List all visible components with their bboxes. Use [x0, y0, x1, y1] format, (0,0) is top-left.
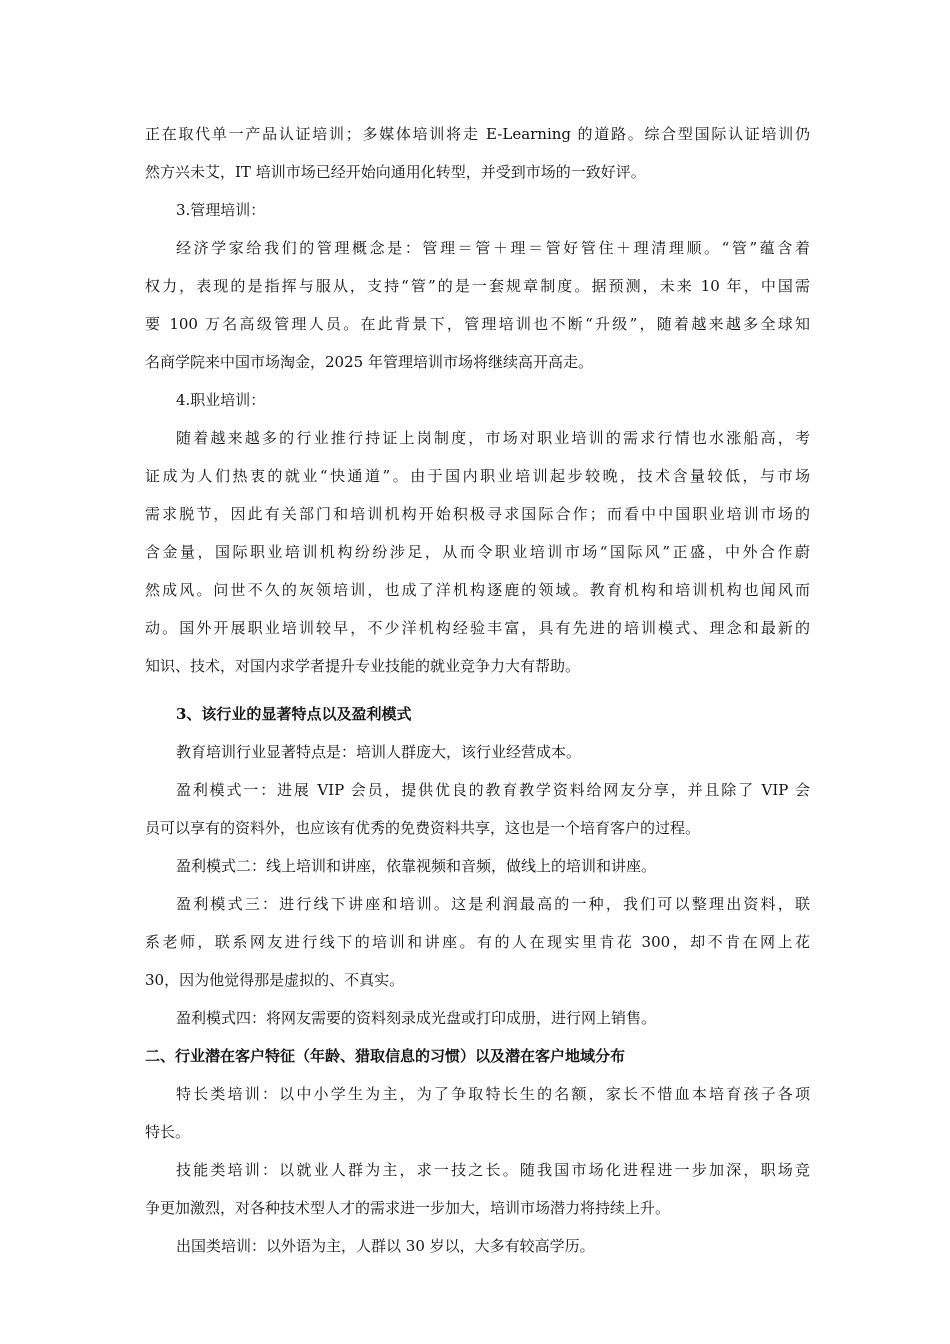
text-line: 员可以享有的资料外，也应该有优秀的免费资料共享，这也是一个培育客户的过程。 [145, 819, 701, 837]
text-line: 需求脱节，因此有关部门和培训机构开始积极寻求国际合作；而看中中国职业培训市场的 [145, 505, 810, 523]
text-line: 经济学家给我们的管理概念是：管理＝管＋理＝管好管住＋理清理顺。“管”蕴含着 [176, 239, 810, 257]
text-line: 出国类培训：以外语为主，人群以 30 岁以，大多有较高学历。 [176, 1237, 595, 1255]
text-line: 盈利模式四：将网友需要的资料刻录成光盘或打印成册，进行网上销售。 [176, 1009, 657, 1027]
text-line: 争更加激烈，对各种技术型人才的需求进一步加大，培训市场潜力将持续上升。 [145, 1199, 671, 1217]
text-line: 知识、技术，对国内求学者提升专业技能的就业竞争力大有帮助。 [145, 657, 581, 675]
text-line: 证成为人们热衷的就业“快通道”。由于国内职业培训起步较晚，技术含量较低，与市场 [145, 467, 810, 485]
section-heading: 3、该行业的显著特点以及盈利模式 [176, 705, 412, 723]
text-line: 盈利模式三：进行线下讲座和培训。这是利润最高的一种，我们可以整理出资料，联 [176, 895, 810, 913]
text-line: 系老师，联系网友进行线下的培训和讲座。有的人在现实里肯花 300，却不肯在网上花 [145, 933, 810, 951]
section-heading: 4.职业培训： [176, 391, 266, 409]
text-line: 然成风。问世不久的灰领培训，也成了洋机构逐鹿的领域。教育机构和培训机构也闻风而 [145, 581, 810, 599]
text-line: 含金量，国际职业培训机构纷纷涉足，从而令职业培训市场“国际风”正盛，中外合作蔚 [145, 543, 810, 561]
text-line: 随着越来越多的行业推行持证上岗制度，市场对职业培训的需求行情也水涨船高，考 [176, 429, 810, 447]
text-line: 盈利模式一：进展 VIP 会员，提供优良的教育教学资料给网友分享，并且除了 VIP 会 [176, 781, 810, 799]
text-line: 特长。 [145, 1123, 191, 1141]
text-line: 名商学院来中国市场淘金，2025 年管理培训市场将继续高开高走。 [145, 353, 593, 371]
text-line: 权力，表现的是指挥与服从，支持“管”的是一套规章制度。据预测，未来 10 年，中国需 [145, 277, 810, 295]
text-line: 盈利模式二：线上培训和讲座，依靠视频和音频，做线上的培训和讲座。 [176, 857, 657, 875]
text-line: 正在取代单一产品认证培训；多媒体培训将走 E-Learning 的道路。综合型国际认证培训仍 [145, 125, 810, 143]
section-heading: 二、行业潜在客户特征（年龄、猎取信息的习惯）以及潜在客户地域分布 [145, 1047, 626, 1065]
text-line: 技能类培训：以就业人群为主，求一技之长。随我国市场化进程进一步加深，职场竞 [176, 1161, 810, 1179]
text-line: 然方兴未艾，IT 培训市场已经开始向通用化转型，并受到市场的一致好评。 [145, 163, 646, 181]
text-line: 教育培训行业显著特点是：培训人群庞大，该行业经营成本。 [176, 743, 582, 761]
text-line: 动。国外开展职业培训较早，不少洋机构经验丰富，具有先进的培训模式、理念和最新的 [145, 619, 810, 637]
text-line: 30，因为他觉得那是虚拟的、不真实。 [145, 971, 405, 989]
text-line: 特长类培训：以中小学生为主，为了争取特长生的名额，家长不惜血本培育孩子各项 [176, 1085, 810, 1103]
section-heading: 3.管理培训： [176, 201, 266, 219]
text-line: 要 100 万名高级管理人员。在此背景下，管理培训也不断“升级”，随着越来越多全球知 [145, 315, 810, 333]
